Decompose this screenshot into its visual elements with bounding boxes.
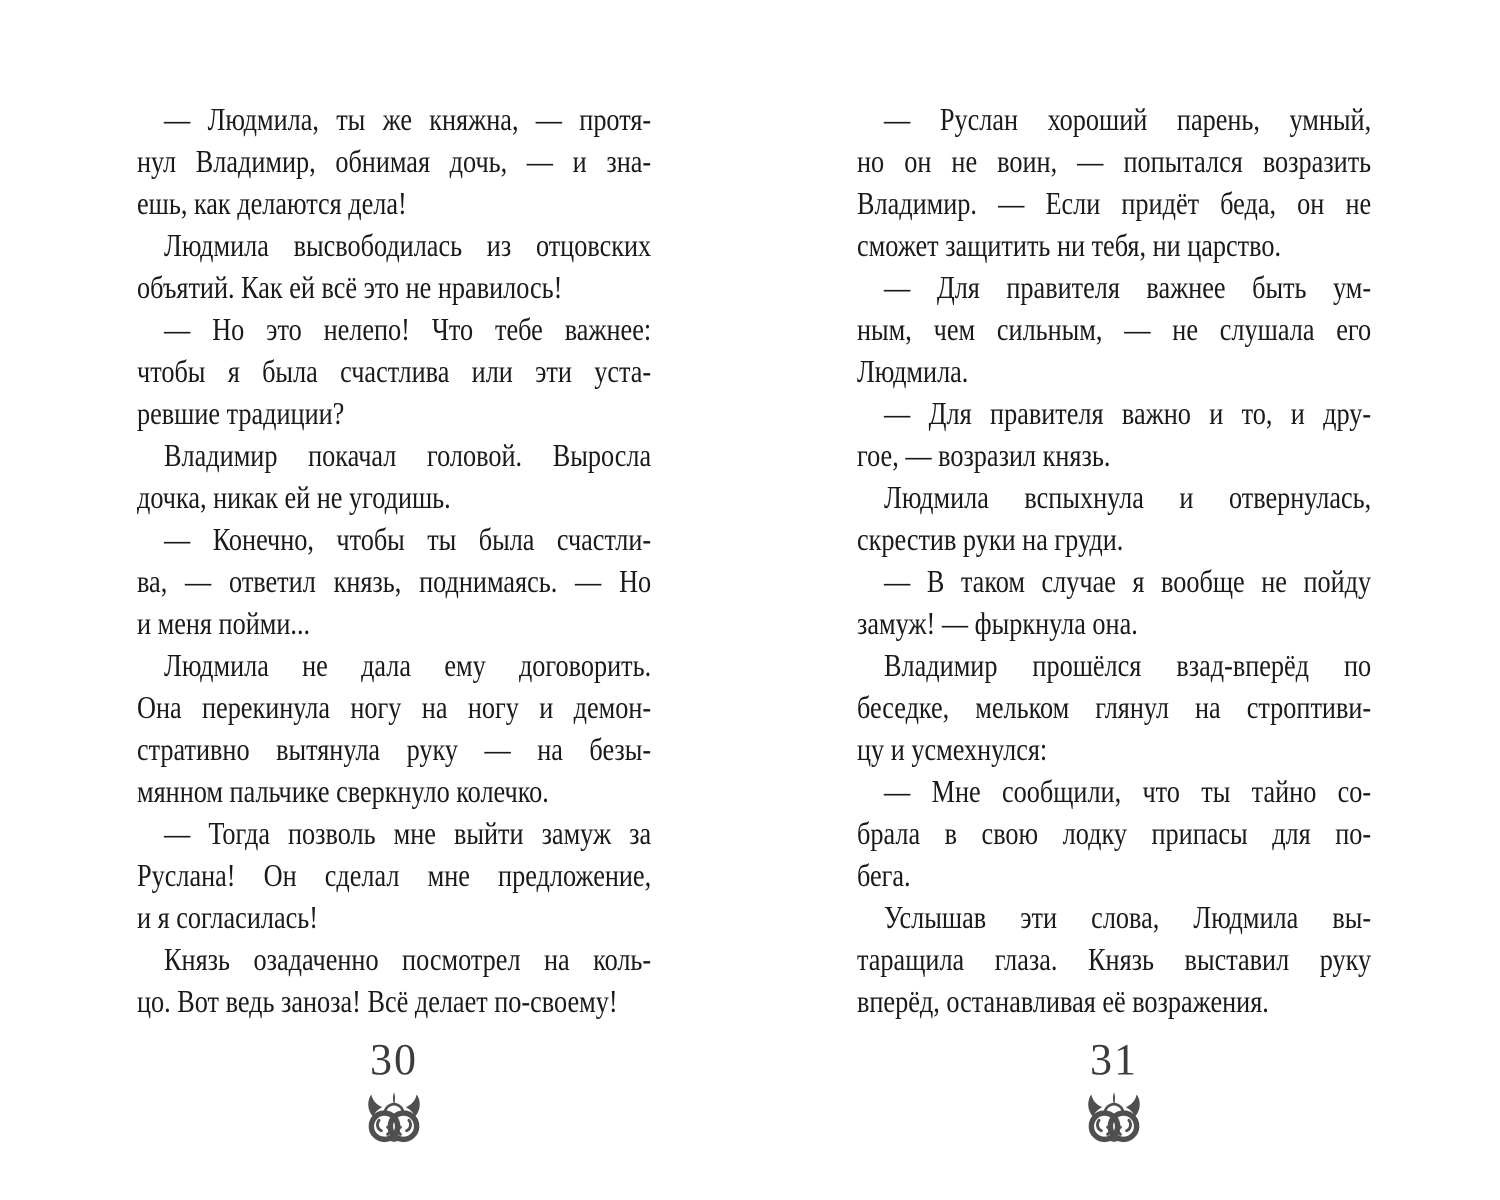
text-line: — В таком случае я вообще не пойду: [884, 563, 1372, 599]
paragraph: [137, 938, 651, 1022]
page-left-footer: [137, 1035, 651, 1145]
paragraph: [137, 518, 651, 644]
text-line: нул Владимир, обнимая дочь, — и зна-: [137, 143, 652, 179]
text-line: Владимир. — Если придёт беда, он не: [857, 185, 1372, 221]
page-number: 31: [1090, 1035, 1138, 1084]
text-line: цо. Вот ведь заноза! Всё делает по-своему!: [137, 983, 618, 1019]
text-line: брала в свою лодку припасы для по-: [857, 815, 1372, 851]
text-line: и я согласилась!: [137, 899, 318, 935]
text-line: замуж! — фыркнула она.: [857, 605, 1138, 641]
text-line: бега.: [857, 857, 911, 893]
text-line: — Но это нелепо! Что тебе важнее:: [164, 311, 652, 347]
text-line: ревшие традиции?: [137, 395, 345, 431]
page-right-text: [857, 0, 1371, 1022]
text-line: — Людмила, ты же княжна, — протя-: [164, 101, 652, 137]
text-line: но он не воин, — попытался возразить: [857, 143, 1372, 179]
text-line: цу и усмехнулся:: [857, 731, 1048, 767]
text-line: Князь озадаченно посмотрел на коль-: [164, 941, 652, 977]
text-line: Людмила высвободилась из отцовских: [164, 227, 652, 263]
text-line: беседке, мельком глянул на строптиви-: [857, 689, 1372, 725]
floral-tailpiece-icon: [1085, 1092, 1143, 1145]
text-line: — Конечно, чтобы ты была счастли-: [164, 521, 652, 557]
text-line: Она перекинула ногу на ногу и демон-: [137, 689, 652, 725]
text-line: ным, чем сильным, — не слушала его: [857, 311, 1372, 347]
paragraph: [137, 812, 651, 938]
text-line: сможет защитить ни тебя, ни царство.: [857, 227, 1282, 263]
text-line: Руслана! Он сделал мне предложение,: [137, 857, 652, 893]
text-line: мянном пальчике сверкнуло колечко.: [137, 773, 549, 809]
text-line: ва, — ответил князь, поднимаясь. — Но: [137, 563, 652, 599]
text-line: Владимир покачал головой. Выросла: [164, 437, 652, 473]
paragraph: [857, 770, 1371, 896]
paragraph: [857, 560, 1371, 644]
text-line: Владимир прошёлся взад-вперёд по: [884, 647, 1372, 683]
text-line: — Для правителя важно и то, и дру-: [884, 395, 1372, 431]
text-line: Людмила.: [857, 353, 969, 389]
paragraph: [857, 98, 1371, 266]
text-line: чтобы я была счастлива или эти уста-: [137, 353, 652, 389]
paragraph: [137, 434, 651, 518]
text-line: Людмила не дала ему договорить.: [164, 647, 652, 683]
paragraph: [137, 644, 651, 812]
text-line: объятий. Как ей всё это не нравилось!: [137, 269, 563, 305]
text-line: Услышав эти слова, Людмила вы-: [884, 899, 1372, 935]
page-number: 30: [370, 1035, 418, 1084]
text-line: таращила глаза. Князь выставил руку: [857, 941, 1372, 977]
text-line: — Для правителя важнее быть ум-: [884, 269, 1372, 305]
text-line: Людмила вспыхнула и отвернулась,: [884, 479, 1372, 515]
paragraph: [137, 224, 651, 308]
text-line: ешь, как делаются дела!: [137, 185, 407, 221]
paragraph: [857, 266, 1371, 392]
page-right: [857, 0, 1371, 1200]
text-line: — Тогда позволь мне выйти замуж за: [164, 815, 652, 851]
paragraph: [857, 644, 1371, 770]
text-line: вперёд, останавливая её возражения.: [857, 983, 1269, 1019]
text-line: — Руслан хороший парень, умный,: [884, 101, 1372, 137]
paragraph: [857, 392, 1371, 476]
floral-tailpiece-icon: [365, 1092, 423, 1145]
text-line: и меня пойми...: [137, 605, 311, 641]
paragraph: [137, 98, 651, 224]
text-line: скрестив руки на груди.: [857, 521, 1124, 557]
text-line: стративно вытянула руку — на безы-: [137, 731, 652, 767]
paragraph: [857, 896, 1371, 1022]
text-line: дочка, никак ей не угодишь.: [137, 479, 451, 515]
paragraph: [857, 476, 1371, 560]
page-left: [137, 0, 651, 1200]
paragraph: [137, 308, 651, 434]
page-left-text: [137, 0, 651, 1022]
text-line: гое, — возразил князь.: [857, 437, 1111, 473]
page-right-footer: [857, 1035, 1371, 1145]
text-line: — Мне сообщили, что ты тайно со-: [884, 773, 1372, 809]
